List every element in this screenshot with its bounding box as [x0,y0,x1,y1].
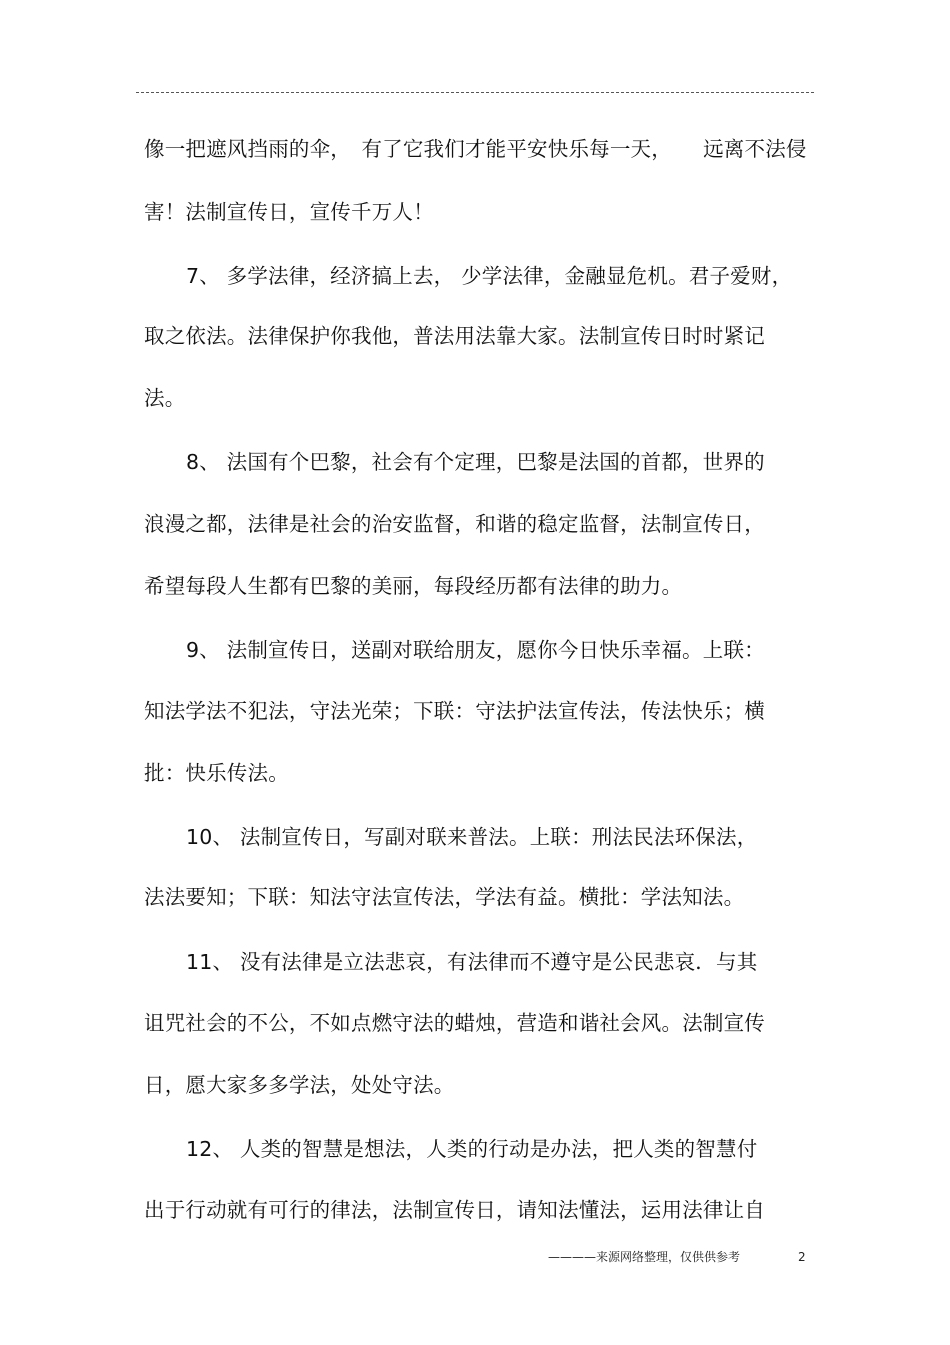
item-12-line: 12、 人类的智慧是想法，人类的行动是办法，把人类的智慧付 [186,1137,758,1161]
page-number: 2 [798,1250,806,1264]
item-9-line: 9、 法制宣传日，送副对联给朋友，愿你今日快乐幸福。上联： [186,638,765,662]
text-line: 日，愿大家多多学法，处处守法。 [144,1073,455,1097]
text-line: 诅咒社会的不公，不如点燃守法的蜡烛，营造和谐社会风。法制宣传 [144,1011,765,1035]
text-line: 法法要知；下联：知法守法宣传法，学法有益。横批：学法知法。 [144,885,745,909]
text-line: 批：快乐传法。 [144,761,289,785]
text-line: 像一把遮风挡雨的伞， 有了它我们才能平安快乐每一天， 远离不法侵 [144,137,807,161]
text-line: 害！法制宣传日，宣传千万人！ [144,200,434,224]
item-8-line: 8、 法国有个巴黎，社会有个定理，巴黎是法国的首都，世界的 [186,450,765,474]
item-10-line: 10、 法制宣传日，写副对联来普法。上联：刑法民法环保法， [186,825,758,849]
item-11-line: 11、 没有法律是立法悲哀，有法律而不遵守是公民悲哀．与其 [186,950,758,974]
text-line: 浪漫之都，法律是社会的治安监督，和谐的稳定监督，法制宣传日， [144,512,765,536]
footer-source-note: ————来源网络整理，仅供供参考 [548,1250,741,1264]
text-line: 取之依法。法律保护你我他，普法用法靠大家。法制宣传日时时紧记 [144,324,765,348]
text-line: 希望每段人生都有巴黎的美丽，每段经历都有法律的助力。 [144,574,683,598]
text-line: 知法学法不犯法，守法光荣；下联：守法护法宣传法，传法快乐；横 [144,699,765,723]
text-line: 法。 [144,386,186,410]
text-line: 出于行动就有可行的律法，法制宣传日，请知法懂法，运用法律让自 [144,1198,765,1222]
item-7-line: 7、 多学法律，经济搞上去， 少学法律，金融显危机。君子爱财， [186,264,793,288]
